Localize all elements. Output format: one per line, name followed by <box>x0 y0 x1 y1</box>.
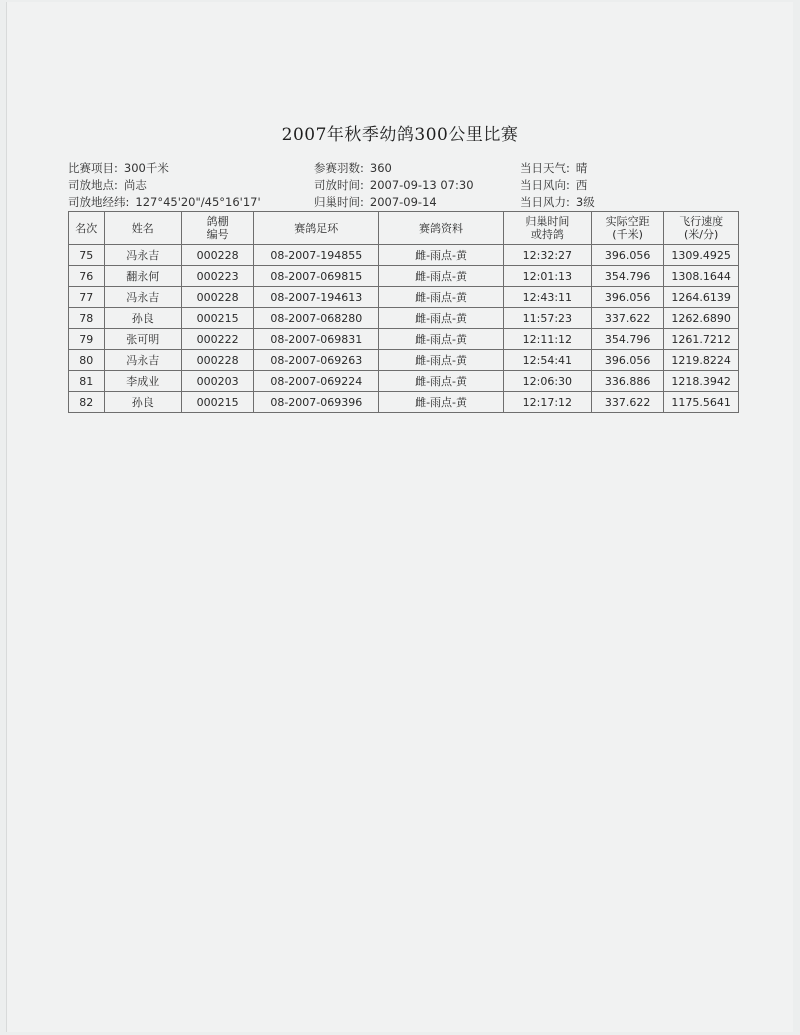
release-time-label: 司放时间: <box>314 178 364 192</box>
cell-distance: 336.886 <box>591 371 663 392</box>
table-row <box>69 308 739 329</box>
cell-distance: 354.796 <box>591 266 663 287</box>
table-row <box>69 245 739 266</box>
cell-rank: 75 <box>69 245 105 266</box>
meta-wind-force <box>520 194 595 210</box>
cell-return-time: 12:43:11 <box>503 287 591 308</box>
cell-return-time: 12:54:41 <box>503 350 591 371</box>
wind-direction-value: 西 <box>575 178 588 192</box>
cell-rank: 79 <box>69 329 105 350</box>
cell-name: 冯永吉 <box>104 245 181 266</box>
cell-loft-number: 000223 <box>181 266 253 287</box>
cell-name: 李成业 <box>104 371 181 392</box>
cell-speed: 1261.7212 <box>664 329 739 350</box>
cell-pigeon-info: 雌-雨点-黄 <box>379 392 503 413</box>
meta-event <box>68 160 169 176</box>
cell-loft-number: 000215 <box>181 308 253 329</box>
weather-value: 晴 <box>575 161 588 175</box>
header-return-time: 归巢时间 或持鸽 <box>503 212 591 245</box>
cell-name: 张可明 <box>104 329 181 350</box>
cell-ring-number: 08-2007-069815 <box>254 266 379 287</box>
release-place-label: 司放地点: <box>68 178 118 192</box>
cell-rank: 78 <box>69 308 105 329</box>
return-time-label: 归巢时间: <box>314 195 364 209</box>
cell-loft-number: 000228 <box>181 245 253 266</box>
cell-speed: 1308.1644 <box>664 266 739 287</box>
cell-name: 孙良 <box>104 308 181 329</box>
wind-direction-label: 当日风向: <box>520 178 570 192</box>
release-time-value: 2007-09-13 07:30 <box>369 178 474 192</box>
cell-rank: 77 <box>69 287 105 308</box>
cell-ring-number: 08-2007-069263 <box>254 350 379 371</box>
cell-name: 翻永何 <box>104 266 181 287</box>
weather-label: 当日天气: <box>520 161 570 175</box>
header-rank: 名次 <box>69 212 105 245</box>
cell-ring-number: 08-2007-194613 <box>254 287 379 308</box>
cell-pigeon-info: 雌-雨点-黄 <box>379 266 503 287</box>
header-loft-number: 鸽棚 编号 <box>181 212 253 245</box>
cell-speed: 1264.6139 <box>664 287 739 308</box>
cell-pigeon-info: 雌-雨点-黄 <box>379 371 503 392</box>
meta-weather <box>520 160 587 176</box>
table-row <box>69 266 739 287</box>
cell-pigeon-info: 雌-雨点-黄 <box>379 308 503 329</box>
cell-speed: 1309.4925 <box>664 245 739 266</box>
meta-entries <box>314 160 392 176</box>
cell-distance: 337.622 <box>591 308 663 329</box>
cell-return-time: 12:01:13 <box>503 266 591 287</box>
cell-rank: 80 <box>69 350 105 371</box>
table-row <box>69 287 739 308</box>
meta-release-place <box>68 177 147 193</box>
event-value: 300千米 <box>123 161 169 175</box>
cell-pigeon-info: 雌-雨点-黄 <box>379 350 503 371</box>
table-row <box>69 329 739 350</box>
header-speed: 飞行速度 (米/分) <box>664 212 739 245</box>
cell-distance: 354.796 <box>591 329 663 350</box>
cell-speed: 1219.8224 <box>664 350 739 371</box>
header-pigeon-info: 赛鸽资料 <box>379 212 503 245</box>
header-ring-number: 赛鸽足环 <box>254 212 379 245</box>
cell-ring-number: 08-2007-069831 <box>254 329 379 350</box>
document-title: 2007年秋季幼鸽300公里比赛 <box>281 125 519 145</box>
cell-pigeon-info: 雌-雨点-黄 <box>379 329 503 350</box>
cell-speed: 1262.6890 <box>664 308 739 329</box>
cell-ring-number: 08-2007-069396 <box>254 392 379 413</box>
cell-speed: 1218.3942 <box>664 371 739 392</box>
cell-rank: 76 <box>69 266 105 287</box>
cell-rank: 81 <box>69 371 105 392</box>
coords-label: 司放地经纬: <box>68 195 130 209</box>
meta-wind-direction <box>520 177 587 193</box>
cell-pigeon-info: 雌-雨点-黄 <box>379 287 503 308</box>
cell-distance: 396.056 <box>591 245 663 266</box>
cell-distance: 396.056 <box>591 350 663 371</box>
cell-name: 冯永吉 <box>104 350 181 371</box>
header-name: 姓名 <box>104 212 181 245</box>
release-place-value: 尚志 <box>123 178 147 192</box>
cell-name: 孙良 <box>104 392 181 413</box>
cell-return-time: 11:57:23 <box>503 308 591 329</box>
cell-loft-number: 000203 <box>181 371 253 392</box>
meta-release-time <box>314 177 474 193</box>
cell-distance: 337.622 <box>591 392 663 413</box>
entries-value: 360 <box>369 161 392 175</box>
wind-force-label: 当日风力: <box>520 195 570 209</box>
meta-return-time <box>314 194 437 210</box>
cell-name: 冯永吉 <box>104 287 181 308</box>
cell-ring-number: 08-2007-194855 <box>254 245 379 266</box>
cell-ring-number: 08-2007-068280 <box>254 308 379 329</box>
return-time-value: 2007-09-14 <box>369 195 437 209</box>
cell-pigeon-info: 雌-雨点-黄 <box>379 245 503 266</box>
event-label: 比赛项目: <box>68 161 118 175</box>
cell-return-time: 12:11:12 <box>503 329 591 350</box>
cell-rank: 82 <box>69 392 105 413</box>
entries-label: 参赛羽数: <box>314 161 364 175</box>
table-header-row <box>69 212 739 245</box>
paper-sheet <box>6 2 793 1032</box>
cell-return-time: 12:32:27 <box>503 245 591 266</box>
cell-return-time: 12:17:12 <box>503 392 591 413</box>
cell-speed: 1175.5641 <box>664 392 739 413</box>
cell-ring-number: 08-2007-069224 <box>254 371 379 392</box>
cell-loft-number: 000215 <box>181 392 253 413</box>
table-row <box>69 371 739 392</box>
cell-distance: 396.056 <box>591 287 663 308</box>
cell-loft-number: 000228 <box>181 287 253 308</box>
table-body <box>69 245 739 413</box>
wind-force-value: 3级 <box>575 195 595 209</box>
table-row <box>69 392 739 413</box>
cell-loft-number: 000228 <box>181 350 253 371</box>
coords-value: 127°45'20"/45°16'17' <box>135 195 261 209</box>
cell-return-time: 12:06:30 <box>503 371 591 392</box>
cell-loft-number: 000222 <box>181 329 253 350</box>
meta-coords <box>68 194 261 210</box>
header-distance: 实际空距 (千米) <box>591 212 663 245</box>
results-table <box>68 211 739 413</box>
table-row <box>69 350 739 371</box>
